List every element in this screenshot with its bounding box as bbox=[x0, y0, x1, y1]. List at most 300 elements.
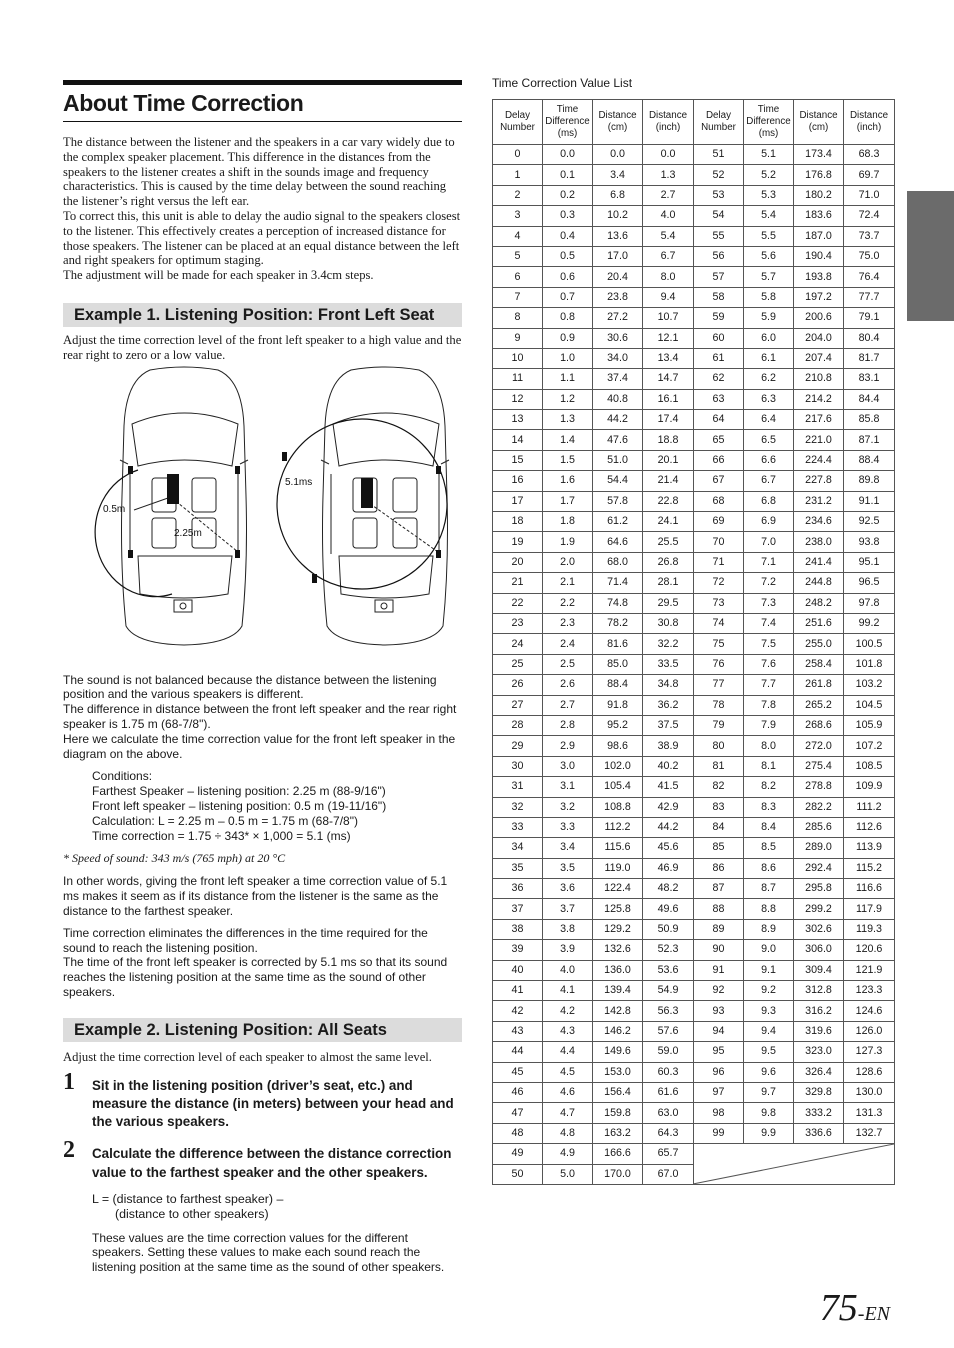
table-cell: 17.4 bbox=[643, 410, 694, 430]
formula-line: L = (distance to farthest speaker) – bbox=[92, 1191, 284, 1206]
table-cell: 47.6 bbox=[593, 430, 643, 450]
table-cell: 97.8 bbox=[844, 593, 895, 613]
table-cell: 99.2 bbox=[844, 613, 895, 633]
table-cell: 75.0 bbox=[844, 246, 895, 266]
table-cell: 76.4 bbox=[844, 267, 895, 287]
table-cell: 105.9 bbox=[844, 715, 895, 735]
table-cell: 59.0 bbox=[643, 1042, 694, 1062]
table-cell: 54.9 bbox=[643, 981, 694, 1001]
table-cell: 1.7 bbox=[543, 491, 593, 511]
table-cell: 6.8 bbox=[744, 491, 794, 511]
table-cell: 180.2 bbox=[794, 185, 844, 205]
table-cell: 302.6 bbox=[794, 919, 844, 939]
table-cell: 2.9 bbox=[543, 736, 593, 756]
table-cell: 6.8 bbox=[593, 185, 643, 205]
table-cell: 72.4 bbox=[844, 206, 895, 226]
table-cell: 1.8 bbox=[543, 512, 593, 532]
table-cell: 9.5 bbox=[744, 1042, 794, 1062]
table-row bbox=[493, 817, 895, 837]
table-row bbox=[493, 715, 895, 735]
table-cell: 272.0 bbox=[794, 736, 844, 756]
table-cell: 96.5 bbox=[844, 573, 895, 593]
table-cell: 8.6 bbox=[744, 858, 794, 878]
table-cell: 81.6 bbox=[593, 634, 643, 654]
table-cell: 6.7 bbox=[744, 471, 794, 491]
table-cell: 3.9 bbox=[543, 940, 593, 960]
table-cell: 6.9 bbox=[744, 512, 794, 532]
table-cell: 115.6 bbox=[593, 838, 643, 858]
table-cell: 176.8 bbox=[794, 165, 844, 185]
table-cell: 107.2 bbox=[844, 736, 895, 756]
table-row bbox=[493, 736, 895, 756]
table-cell: 68.0 bbox=[593, 552, 643, 572]
table-cell: 36 bbox=[493, 879, 543, 899]
time-correction-table bbox=[492, 99, 895, 1185]
table-cell: 125.8 bbox=[593, 899, 643, 919]
table-cell: 278.8 bbox=[794, 777, 844, 797]
table-cell: 77.7 bbox=[844, 287, 895, 307]
listener-seat-left bbox=[167, 474, 179, 504]
table-cell: 132.7 bbox=[844, 1123, 895, 1143]
table-row bbox=[493, 879, 895, 899]
table-row bbox=[493, 1082, 895, 1102]
table-row bbox=[493, 348, 895, 368]
example1-para2: In other words, giving the front left speaker a time correction value of 5.1 ms makes it seem as if its distance from the listener is the same as the distance to the farthest speaker. bbox=[63, 874, 448, 918]
table-cell: 244.8 bbox=[794, 573, 844, 593]
table-cell: 0.4 bbox=[543, 226, 593, 246]
table-cell: 326.4 bbox=[794, 1062, 844, 1082]
table-cell: 17 bbox=[493, 491, 543, 511]
table-cell: 71.0 bbox=[844, 185, 895, 205]
column-header: Time Difference (ms) bbox=[744, 100, 794, 145]
table-cell: 53.6 bbox=[643, 960, 694, 980]
table-cell: 10.7 bbox=[643, 308, 694, 328]
table-cell: 30.6 bbox=[593, 328, 643, 348]
table-cell: 51.0 bbox=[593, 450, 643, 470]
condition-line: Farthest Speaker – listening position: 2.25 m (88-9/16") bbox=[92, 784, 386, 799]
table-row bbox=[493, 1123, 895, 1143]
table-cell: 75 bbox=[694, 634, 744, 654]
table-cell: 0.1 bbox=[543, 165, 593, 185]
table-cell: 227.8 bbox=[794, 471, 844, 491]
table-cell: 40 bbox=[493, 960, 543, 980]
table-cell: 1.1 bbox=[543, 369, 593, 389]
table-cell: 100.5 bbox=[844, 634, 895, 654]
table-cell: 316.2 bbox=[794, 1001, 844, 1021]
table-cell: 207.4 bbox=[794, 348, 844, 368]
table-cell: 8.3 bbox=[744, 797, 794, 817]
table-cell: 45.6 bbox=[643, 838, 694, 858]
table-cell: 109.9 bbox=[844, 777, 895, 797]
table-cell: 44.2 bbox=[643, 817, 694, 837]
table-cell: 9.7 bbox=[744, 1082, 794, 1102]
table-cell: 7.5 bbox=[744, 634, 794, 654]
table-cell: 131.3 bbox=[844, 1103, 895, 1123]
table-cell: 38 bbox=[493, 919, 543, 939]
table-cell: 59 bbox=[694, 308, 744, 328]
table-cell: 166.6 bbox=[593, 1144, 643, 1164]
table-cell: 53 bbox=[694, 185, 744, 205]
table-row bbox=[493, 246, 895, 266]
table-cell: 46.9 bbox=[643, 858, 694, 878]
closing-paragraph: These values are the time correction values for the different speakers. Setting these values to make each sound reach the listening position at the same time as the sound of other speakers. bbox=[92, 1230, 445, 1275]
table-cell: 4.0 bbox=[643, 206, 694, 226]
table-cell: 295.8 bbox=[794, 879, 844, 899]
table-cell: 94 bbox=[694, 1021, 744, 1041]
table-cell: 14.7 bbox=[643, 369, 694, 389]
table-cell: 8.9 bbox=[744, 919, 794, 939]
table-cell: 275.4 bbox=[794, 756, 844, 776]
table-cell: 97 bbox=[694, 1082, 744, 1102]
table-cell: 19 bbox=[493, 532, 543, 552]
table-cell: 1.0 bbox=[543, 348, 593, 368]
table-cell: 9.1 bbox=[744, 960, 794, 980]
table-cell: 6.6 bbox=[744, 450, 794, 470]
table-cell: 9.6 bbox=[744, 1062, 794, 1082]
car-outline-right bbox=[321, 367, 449, 645]
table-cell: 87 bbox=[694, 879, 744, 899]
table-row bbox=[493, 287, 895, 307]
table-cell: 261.8 bbox=[794, 675, 844, 695]
table-cell: 149.6 bbox=[593, 1042, 643, 1062]
table-cell: 7.6 bbox=[744, 654, 794, 674]
table-cell: 5.5 bbox=[744, 226, 794, 246]
table-cell: 9 bbox=[493, 328, 543, 348]
table-row bbox=[493, 695, 895, 715]
table-cell: 22 bbox=[493, 593, 543, 613]
table-row bbox=[493, 573, 895, 593]
table-cell: 68.3 bbox=[844, 145, 895, 165]
table-cell: 156.4 bbox=[593, 1082, 643, 1102]
step-number: 2 bbox=[63, 1137, 75, 1164]
table-cell: 70 bbox=[694, 532, 744, 552]
table-cell: 89.8 bbox=[844, 471, 895, 491]
table-row bbox=[493, 430, 895, 450]
table-cell: 2.8 bbox=[543, 715, 593, 735]
table-cell: 115.2 bbox=[844, 858, 895, 878]
table-cell: 20.1 bbox=[643, 450, 694, 470]
table-cell: 3.1 bbox=[543, 777, 593, 797]
table-cell: 38.9 bbox=[643, 736, 694, 756]
table-cell: 77 bbox=[694, 675, 744, 695]
table-caption: Time Correction Value List bbox=[492, 76, 633, 90]
explanation-line: Here we calculate the time correction value for the front left speaker in the diagram on the above. bbox=[63, 731, 456, 761]
table-cell: 0.6 bbox=[543, 267, 593, 287]
table-cell: 210.8 bbox=[794, 369, 844, 389]
table-cell: 5.8 bbox=[744, 287, 794, 307]
explanation-line: The sound is not balanced because the distance between the listening position and the various speakers is different. bbox=[63, 672, 437, 702]
table-cell: 57 bbox=[694, 267, 744, 287]
table-cell: 74 bbox=[694, 613, 744, 633]
table-row bbox=[493, 960, 895, 980]
table-cell: 126.0 bbox=[844, 1021, 895, 1041]
table-row bbox=[493, 206, 895, 226]
table-cell: 1.4 bbox=[543, 430, 593, 450]
table-cell: 1.5 bbox=[543, 450, 593, 470]
table-cell: 60.3 bbox=[643, 1062, 694, 1082]
table-cell: 251.6 bbox=[794, 613, 844, 633]
table-cell: 5.9 bbox=[744, 308, 794, 328]
table-cell: 81.7 bbox=[844, 348, 895, 368]
table-cell: 40.2 bbox=[643, 756, 694, 776]
table-cell: 129.2 bbox=[593, 919, 643, 939]
table-cell: 88 bbox=[694, 899, 744, 919]
table-cell: 58 bbox=[694, 287, 744, 307]
table-cell: 81 bbox=[694, 756, 744, 776]
intro-section bbox=[63, 135, 462, 283]
table-cell: 5.0 bbox=[543, 1164, 593, 1184]
table-cell: 121.9 bbox=[844, 960, 895, 980]
table-cell: 117.9 bbox=[844, 899, 895, 919]
table-cell: 9.9 bbox=[744, 1123, 794, 1143]
table-cell: 8.0 bbox=[643, 267, 694, 287]
conditions-block bbox=[92, 769, 462, 843]
table-cell: 69.7 bbox=[844, 165, 895, 185]
table-body bbox=[493, 145, 895, 1185]
table-cell: 3 bbox=[493, 206, 543, 226]
table-cell: 44.2 bbox=[593, 410, 643, 430]
table-row bbox=[493, 450, 895, 470]
table-cell: 80 bbox=[694, 736, 744, 756]
table-cell: 3.7 bbox=[543, 899, 593, 919]
table-cell: 27 bbox=[493, 695, 543, 715]
table-cell: 87.1 bbox=[844, 430, 895, 450]
table-cell: 18.8 bbox=[643, 430, 694, 450]
table-row bbox=[493, 389, 895, 409]
table-cell: 86 bbox=[694, 858, 744, 878]
table-cell: 80.4 bbox=[844, 328, 895, 348]
table-cell: 83 bbox=[694, 797, 744, 817]
table-cell: 8.0 bbox=[744, 736, 794, 756]
table-cell: 2.3 bbox=[543, 613, 593, 633]
label-front-left-distance: 0.5m bbox=[103, 504, 126, 515]
table-cell: 33.5 bbox=[643, 654, 694, 674]
table-cell: 9.4 bbox=[744, 1021, 794, 1041]
table-cell: 10 bbox=[493, 348, 543, 368]
step-text: Calculate the difference between the distance correction value to the farthest speaker and the other speakers. bbox=[92, 1146, 452, 1180]
table-cell: 130.0 bbox=[844, 1082, 895, 1102]
table-cell: 323.0 bbox=[794, 1042, 844, 1062]
table-cell: 238.0 bbox=[794, 532, 844, 552]
table-cell: 0.0 bbox=[593, 145, 643, 165]
listener-seat-right bbox=[361, 478, 373, 508]
empty-cell-diagonal bbox=[694, 1144, 894, 1184]
table-cell: 62 bbox=[694, 369, 744, 389]
table-cell: 85.0 bbox=[593, 654, 643, 674]
table-cell: 29 bbox=[493, 736, 543, 756]
table-cell: 37.4 bbox=[593, 369, 643, 389]
table-cell: 13 bbox=[493, 410, 543, 430]
table-cell: 56.3 bbox=[643, 1001, 694, 1021]
table-cell: 285.6 bbox=[794, 817, 844, 837]
speaker-icon bbox=[235, 466, 240, 474]
table-cell: 23 bbox=[493, 613, 543, 633]
table-cell: 5.1 bbox=[744, 145, 794, 165]
table-row bbox=[493, 899, 895, 919]
explanation-line: The time of the front left speaker is corrected by 5.1 ms so that its sound reaches the listening position at the same time as the sound of other speakers. bbox=[63, 955, 448, 999]
table-cell: 51 bbox=[694, 145, 744, 165]
table-cell: 5.2 bbox=[744, 165, 794, 185]
table-cell: 113.9 bbox=[844, 838, 895, 858]
table-cell: 4.0 bbox=[543, 960, 593, 980]
table-cell: 85.8 bbox=[844, 410, 895, 430]
table-cell: 282.2 bbox=[794, 797, 844, 817]
table-cell: 34.8 bbox=[643, 675, 694, 695]
table-cell: 6.0 bbox=[744, 328, 794, 348]
speaker-icon bbox=[436, 466, 441, 474]
condition-line: Conditions: bbox=[92, 769, 153, 784]
table-cell: 0 bbox=[493, 145, 543, 165]
table-cell: 28.1 bbox=[643, 573, 694, 593]
table-cell: 71.4 bbox=[593, 573, 643, 593]
table-cell: 309.4 bbox=[794, 960, 844, 980]
table-cell: 0.8 bbox=[543, 308, 593, 328]
table-cell: 68 bbox=[694, 491, 744, 511]
table-row bbox=[493, 634, 895, 654]
table-cell: 3.2 bbox=[543, 797, 593, 817]
table-row bbox=[493, 613, 895, 633]
table-cell: 26 bbox=[493, 675, 543, 695]
table-cell: 30 bbox=[493, 756, 543, 776]
table-cell: 15 bbox=[493, 450, 543, 470]
table-cell: 2.7 bbox=[543, 695, 593, 715]
table-cell: 23.8 bbox=[593, 287, 643, 307]
table-cell: 73 bbox=[694, 593, 744, 613]
intro-paragraph: To correct this, this unit is able to delay the audio signal to the speakers closest to the listener. This effectively creates a perception of increased distance for those speakers. The listener can be placed at an equal distance between the left and right speakers for optimum staging. bbox=[63, 208, 461, 268]
table-cell: 61.6 bbox=[643, 1082, 694, 1102]
table-cell: 61 bbox=[694, 348, 744, 368]
distance-line-rear bbox=[172, 498, 238, 552]
title-rule bbox=[63, 80, 462, 85]
table-cell: 248.2 bbox=[794, 593, 844, 613]
table-cell: 2.2 bbox=[543, 593, 593, 613]
table-cell: 1 bbox=[493, 165, 543, 185]
table-cell: 5.4 bbox=[643, 226, 694, 246]
explanation-line: The difference in distance between the front left speaker and the rear right speaker is 1.75 m (68-7/8"). bbox=[63, 702, 457, 731]
table-cell: 255.0 bbox=[794, 634, 844, 654]
table-row bbox=[493, 267, 895, 287]
table-cell: 21 bbox=[493, 573, 543, 593]
table-cell: 41 bbox=[493, 981, 543, 1001]
table-cell: 112.2 bbox=[593, 817, 643, 837]
table-cell: 2.5 bbox=[543, 654, 593, 674]
table-cell: 3.0 bbox=[543, 756, 593, 776]
table-cell: 9.0 bbox=[744, 940, 794, 960]
table-cell: 54.4 bbox=[593, 471, 643, 491]
table-cell: 63 bbox=[694, 389, 744, 409]
speaker-icons bbox=[128, 452, 441, 583]
table-cell: 108.5 bbox=[844, 756, 895, 776]
column-header: Distance (inch) bbox=[844, 100, 895, 145]
table-cell: 26.8 bbox=[643, 552, 694, 572]
table-cell: 29.5 bbox=[643, 593, 694, 613]
table-cell: 0.3 bbox=[543, 206, 593, 226]
table-cell: 28 bbox=[493, 715, 543, 735]
column-header: Delay Number bbox=[493, 100, 543, 145]
table-cell: 6.2 bbox=[744, 369, 794, 389]
table-cell: 1.3 bbox=[643, 165, 694, 185]
table-cell: 336.6 bbox=[794, 1123, 844, 1143]
table-cell: 127.3 bbox=[844, 1042, 895, 1062]
table-cell: 24 bbox=[493, 634, 543, 654]
table-cell: 57.6 bbox=[643, 1021, 694, 1041]
table-cell: 7.9 bbox=[744, 715, 794, 735]
table-cell: 289.0 bbox=[794, 838, 844, 858]
table-cell: 0.9 bbox=[543, 328, 593, 348]
table-row bbox=[493, 593, 895, 613]
label-rear-right-distance: 2.25m bbox=[174, 528, 202, 539]
table-cell: 4.6 bbox=[543, 1082, 593, 1102]
main-column bbox=[63, 80, 462, 1275]
table-cell: 306.0 bbox=[794, 940, 844, 960]
table-cell: 3.4 bbox=[543, 838, 593, 858]
table-cell: 4.9 bbox=[543, 1144, 593, 1164]
table-row bbox=[493, 777, 895, 797]
speaker-icon bbox=[436, 550, 441, 558]
table-cell: 91 bbox=[694, 960, 744, 980]
table-cell: 72 bbox=[694, 573, 744, 593]
table-cell: 1.9 bbox=[543, 532, 593, 552]
table-row bbox=[493, 145, 895, 165]
table-cell: 7 bbox=[493, 287, 543, 307]
table-cell: 234.6 bbox=[794, 512, 844, 532]
table-cell: 55 bbox=[694, 226, 744, 246]
table-cell: 88.4 bbox=[593, 675, 643, 695]
table-cell: 200.6 bbox=[794, 308, 844, 328]
table-cell: 128.6 bbox=[844, 1062, 895, 1082]
table-cell: 17.0 bbox=[593, 246, 643, 266]
table-cell: 132.6 bbox=[593, 940, 643, 960]
table-cell: 5.7 bbox=[744, 267, 794, 287]
table-cell: 187.0 bbox=[794, 226, 844, 246]
table-cell: 65.7 bbox=[643, 1144, 694, 1164]
table-cell: 221.0 bbox=[794, 430, 844, 450]
table-cell: 46 bbox=[493, 1082, 543, 1102]
table-cell: 78 bbox=[694, 695, 744, 715]
table-row bbox=[493, 1144, 895, 1164]
table-cell: 8.7 bbox=[744, 879, 794, 899]
table-row bbox=[493, 981, 895, 1001]
table-cell: 8.4 bbox=[744, 817, 794, 837]
table-cell: 66 bbox=[694, 450, 744, 470]
table-cell: 146.2 bbox=[593, 1021, 643, 1041]
table-cell: 9.4 bbox=[643, 287, 694, 307]
table-cell: 12 bbox=[493, 389, 543, 409]
table-cell: 6.3 bbox=[744, 389, 794, 409]
table-cell: 93.8 bbox=[844, 532, 895, 552]
table-cell: 20.4 bbox=[593, 267, 643, 287]
table-cell: 159.8 bbox=[593, 1103, 643, 1123]
table-cell: 2.1 bbox=[543, 573, 593, 593]
table-cell: 32.2 bbox=[643, 634, 694, 654]
table-cell: 329.8 bbox=[794, 1082, 844, 1102]
column-header: Time Difference (ms) bbox=[543, 100, 593, 145]
table-row bbox=[493, 552, 895, 572]
table-cell: 50.9 bbox=[643, 919, 694, 939]
table-cell: 108.8 bbox=[593, 797, 643, 817]
table-cell: 43 bbox=[493, 1021, 543, 1041]
table-cell: 119.3 bbox=[844, 919, 895, 939]
table-cell: 2.6 bbox=[543, 675, 593, 695]
table-cell: 5.4 bbox=[744, 206, 794, 226]
table-row bbox=[493, 185, 895, 205]
table-cell: 36.2 bbox=[643, 695, 694, 715]
table-cell: 10.2 bbox=[593, 206, 643, 226]
example1-heading: Example 1. Listening Position: Front Left Seat bbox=[63, 303, 462, 327]
table-cell: 0.0 bbox=[543, 145, 593, 165]
table-cell: 67 bbox=[694, 471, 744, 491]
table-row bbox=[493, 858, 895, 878]
